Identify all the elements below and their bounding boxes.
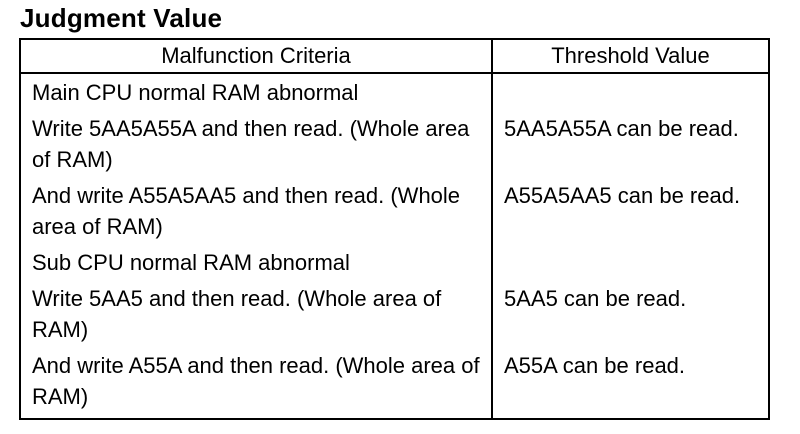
criteria-cell: Sub CPU normal RAM abnormal <box>20 244 492 280</box>
criteria-cell: And write A55A5AA5 and then read. (Whole area of RAM) <box>20 177 492 244</box>
judgment-value-table <box>19 38 770 420</box>
column-header-malfunction-criteria: Malfunction Criteria <box>20 39 492 73</box>
column-header-threshold-value: Threshold Value <box>492 39 769 73</box>
table-row <box>20 347 769 419</box>
criteria-cell: Write 5AA5A55A and then read. (Whole area of RAM) <box>20 110 492 177</box>
threshold-cell: 5AA5 can be read. <box>504 286 687 311</box>
criteria-cell: Write 5AA5 and then read. (Whole area of RAM) <box>20 280 492 347</box>
threshold-cell: 5AA5A55A can be read. <box>504 116 739 141</box>
table-row <box>20 110 769 177</box>
page-title: Judgment Value <box>20 3 223 33</box>
table-row <box>20 73 769 110</box>
threshold-cell: A55A5AA5 can be read. <box>504 183 741 208</box>
criteria-cell: Main CPU normal RAM abnormal <box>20 73 492 110</box>
table-row <box>20 280 769 347</box>
criteria-cell: And write A55A and then read. (Whole area of RAM) <box>20 347 492 419</box>
table-row <box>20 177 769 244</box>
table-row <box>20 244 769 280</box>
threshold-cell <box>492 73 769 110</box>
threshold-cell: A55A can be read. <box>504 353 686 378</box>
table-header-row <box>20 39 769 73</box>
threshold-cell <box>492 244 769 280</box>
